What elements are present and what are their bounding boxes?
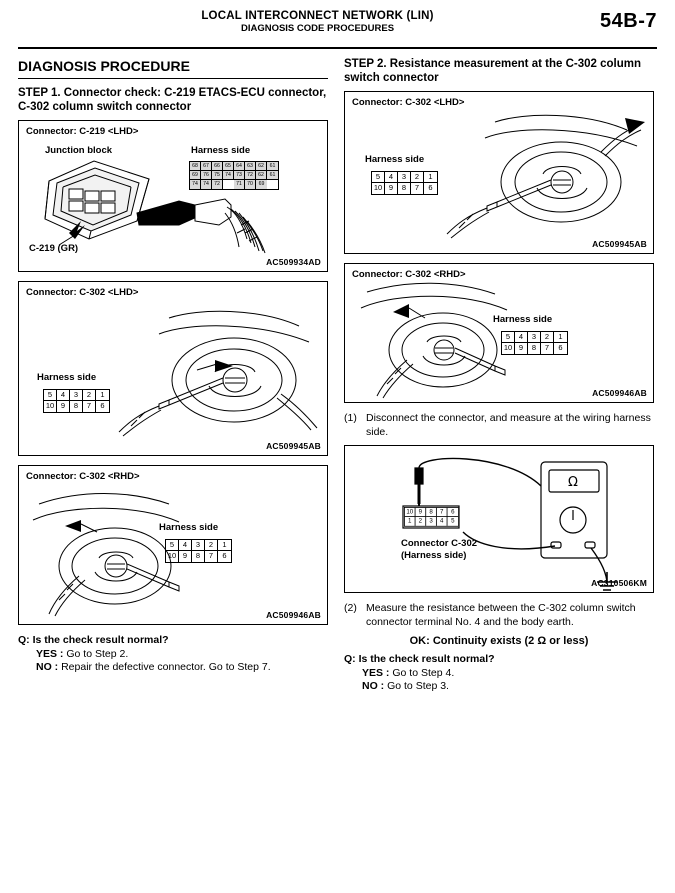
caption-harness-side: Harness side [159,522,219,533]
figure-c302-lhd-right [344,91,654,254]
pin: 62 [256,162,267,171]
figure-code: AC509946AB [592,388,647,398]
figure-label: Connector: C-302 <LHD> [26,287,139,298]
pin: 7 [205,551,218,562]
pin: 8 [426,508,437,517]
pin: 8 [398,183,411,194]
pin: 8 [70,401,83,412]
pin: 8 [528,343,541,354]
page-number: 54B-7 [600,10,657,32]
pin: 5 [44,390,57,401]
step-text: Measure the resistance between the C-302 column switch connector terminal No. 4 and the body earth. [366,602,636,628]
question-text: Q: Is the check result normal? [18,634,169,646]
header-subtitle: DIAGNOSIS CODE PROCEDURES [240,23,395,34]
pin: 10 [502,343,515,354]
pin: 2 [415,517,426,526]
pin: 5 [451,516,455,525]
pin: 2 [83,390,96,401]
pin: 74 [190,180,201,189]
pin: 9 [179,551,192,562]
pin: 65 [223,162,234,171]
pin: 61 [267,171,278,180]
pin: 3 [528,332,541,343]
answer-no [362,680,654,694]
figure-code: AC509945AB [266,441,321,451]
pin: 7 [437,508,448,517]
pin: 68 [190,162,201,171]
pin: 7 [411,183,424,194]
caption-connector-c302: Connector C-302 [401,538,478,549]
junction-block-illustration [19,121,329,273]
pin: 2 [541,332,554,343]
pin: 1 [405,517,416,526]
pin: 9 [57,401,70,412]
pin: 67 [201,162,212,171]
pin: 4 [385,172,398,183]
figure-label: Connector: C-302 <LHD> [352,97,465,108]
pin: 3 [192,540,205,551]
pin: 6 [447,508,458,517]
pin: 74 [201,180,212,189]
caption-harness-side: Harness side [191,145,251,156]
figure-c302-rhd-left [18,465,328,625]
pin: 2 [411,172,424,183]
pin: 66 [212,162,223,171]
pin: 5 [502,332,515,343]
step2-item-2 [344,602,654,629]
answer-yes-key: YES : [362,666,390,679]
answer-yes-text: Go to Step 4. [392,666,455,679]
section-title: DIAGNOSIS PROCEDURE [18,58,190,74]
pin: 7 [83,401,96,412]
pin: 74 [223,171,234,180]
right-column [344,56,654,694]
pin: 72 [245,171,256,180]
pin: 8 [192,551,205,562]
answer-no-text: Go to Step 3. [387,680,449,692]
page-header [18,10,657,44]
caption-harness-side: Harness side [37,372,97,383]
pin: 3 [70,390,83,401]
step2-item-1 [344,412,654,439]
pin: 10 [166,551,179,562]
pin: 62 [256,171,267,180]
pin: 69 [190,171,201,180]
question-text: Q: Is the check result normal? [344,653,495,665]
caption-harness-side: Harness side [493,314,553,325]
answer-no-key: NO : [362,680,385,692]
answer-yes [36,648,328,662]
pin: 6 [100,401,105,410]
pin: 4 [515,332,528,343]
pin: 69 [256,180,267,189]
answer-yes-key: YES : [36,647,64,660]
figure-c302-rhd-right [344,263,654,403]
pin: 10 [372,183,385,194]
pin: 1 [96,390,109,401]
header-title: LOCAL INTERCONNECT NETWORK (LIN) [201,10,434,22]
step-number: (2) [344,602,357,614]
connector-pin-grid-measure [404,507,459,527]
pin-row-bottom [405,517,458,526]
caption-harness-side: (Harness side) [401,550,467,561]
pin: 10 [405,508,416,517]
step1-title: STEP 1. Connector check: C-219 ETACS-ECU connector, C-302 column switch connector [18,87,327,113]
pin: 1 [554,332,567,343]
answer-yes [362,667,654,681]
pin: 63 [245,162,256,171]
pin: 1 [218,540,231,551]
figure-code: AC509945AB [592,239,647,249]
content-columns [18,56,657,694]
pin: 4 [179,540,192,551]
left-column [18,56,328,694]
step2-title: STEP 2. Resistance measurement at the C-302 column switch connector [344,58,641,84]
pin: 4 [437,517,448,526]
caption-harness-side: Harness side [365,154,425,165]
caption-c219-gr: C-219 (GR) [29,243,79,254]
steering-column-illustration [19,282,329,457]
pin: 71 [234,180,245,189]
caption-junction-block: Junction block [45,145,113,156]
pin-row-top [405,508,458,517]
step2-question-block [344,653,654,694]
figure-c302-lhd-left [18,281,328,456]
pin: 3 [426,517,437,526]
header-divider [18,47,657,49]
figure-c219-lhd [18,120,328,272]
figure-label: Connector: C-219 <LHD> [26,126,139,137]
step-text: Disconnect the connector, and measure at the wiring harness side. [366,412,651,438]
pin: 75 [212,171,223,180]
pin: 9 [515,343,528,354]
pin: 1 [424,172,437,183]
answer-no-key: NO : [36,661,59,673]
pin: 76 [201,171,212,180]
section-divider [18,78,328,79]
figure-resistance-measurement [344,445,654,593]
pin: 72 [212,180,223,189]
figure-label: Connector: C-302 <RHD> [352,269,466,280]
figure-code: AC509946AB [266,610,321,620]
pin: 61 [267,162,278,171]
steering-column-illustration-rhd [19,466,329,626]
pin: 3 [398,172,411,183]
steering-column-illustration-rhd [345,264,655,404]
pin: 10 [44,401,57,412]
answer-yes-text: Go to Step 2. [66,647,129,660]
pin: 4 [57,390,70,401]
pin: 9 [415,508,426,517]
pin: 6 [428,183,433,192]
pin: 6 [222,551,227,560]
step-number: (1) [344,412,357,424]
pin: 2 [205,540,218,551]
step1-question-block [18,634,328,675]
pin: 64 [234,162,245,171]
figure-code: AC310506KM [591,578,647,588]
figure-label: Connector: C-302 <RHD> [26,471,140,482]
ok-criteria: OK: Continuity exists (2 Ω or less) [409,635,589,647]
svg-text:Ω: Ω [568,475,578,490]
pin: 7 [541,343,554,354]
pin: 9 [385,183,398,194]
pin: 5 [372,172,385,183]
steering-column-illustration [345,92,655,255]
pin: 70 [245,180,256,189]
pin: 6 [558,343,563,352]
figure-code: AC509934AD [266,257,321,267]
answer-no [36,661,328,675]
pin: 73 [234,171,245,180]
multimeter-illustration [345,446,655,594]
answer-no-text: Repair the defective connector. Go to Step 7. [61,661,271,673]
pin: 5 [166,540,179,551]
